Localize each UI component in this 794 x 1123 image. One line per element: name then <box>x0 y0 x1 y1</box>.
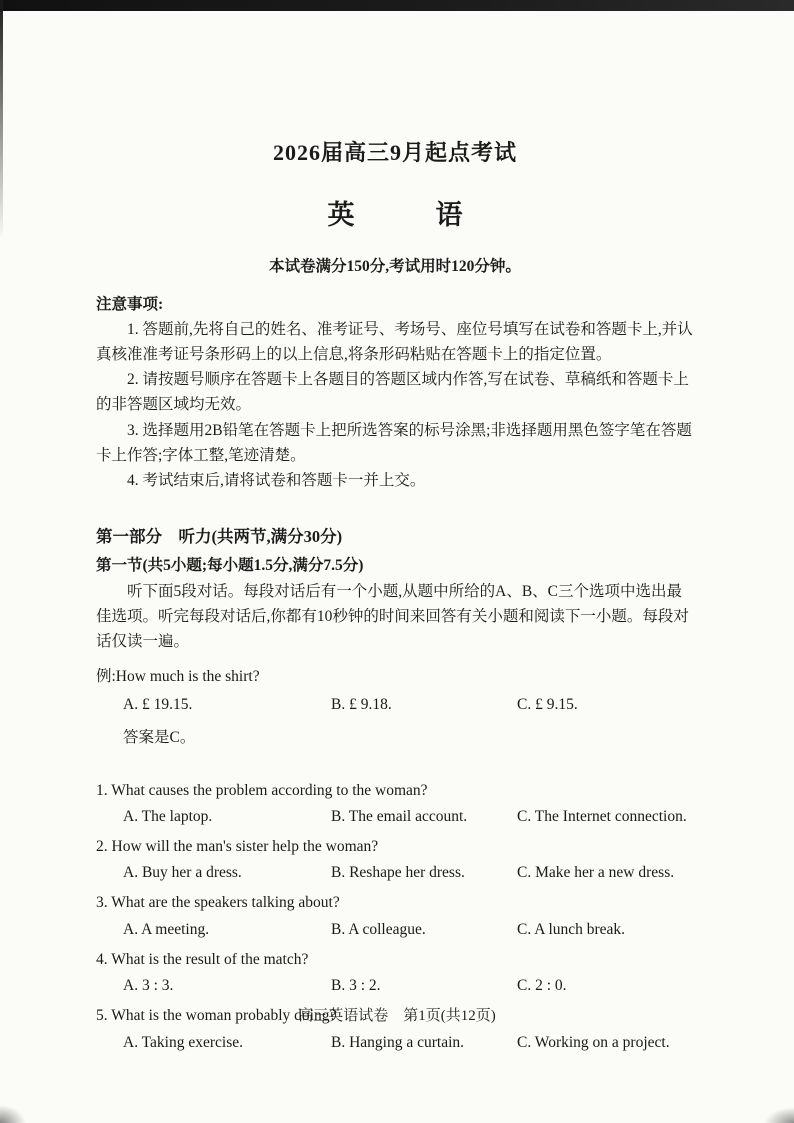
exam-subject: 英 语 <box>327 200 463 230</box>
notice-section <box>96 292 694 493</box>
question-1-text: 1. What causes the problem according to the woman? <box>96 781 428 799</box>
question-5-option-c: C. Working on a project. <box>517 1033 670 1051</box>
exam-subtitle: 本试卷满分150分,考试用时120分钟。 <box>269 258 521 275</box>
question-4 <box>96 946 694 999</box>
question-1-options <box>96 804 694 830</box>
notice-item-3: 3. 选择题用2B铅笔在答题卡上把所选答案的标号涂黑;非选择题用黑色签字笔在答题卡上作答;字体工整,笔迹清楚。 <box>96 421 692 464</box>
question-4-option-b: B. 3 : 2. <box>331 977 381 995</box>
question-3-option-b: B. A colleague. <box>331 920 426 938</box>
example-option-c: C. £ 9.15. <box>517 696 578 714</box>
question-2-option-c: C. Make her a new dress. <box>517 864 675 882</box>
example-question: 例:How much is the shirt? <box>96 668 260 686</box>
question-1-option-b: B. The email account. <box>331 807 468 825</box>
question-3-options <box>96 917 694 943</box>
question-2-options <box>96 860 694 886</box>
question-5-option-a: A. Taking exercise. <box>123 1033 244 1051</box>
question-4-text: 4. What is the result of the match? <box>96 950 309 968</box>
example-option-b: B. £ 9.18. <box>331 696 392 714</box>
page-footer: 高三英语试卷 第1页(共12页) <box>298 1008 496 1024</box>
example-options <box>96 692 694 718</box>
question-1 <box>96 777 694 830</box>
part1-section1-heading: 第一节(共5小题;每小题1.5分,满分7.5分) <box>96 556 364 574</box>
question-2-option-a: A. Buy her a dress. <box>123 864 242 882</box>
example-answer: 答案是C。 <box>123 728 196 746</box>
question-3-option-a: A. A meeting. <box>123 920 210 938</box>
question-5-text: 5. What is the woman probably doing? <box>96 1007 337 1025</box>
question-3-option-c: C. A lunch break. <box>517 920 626 938</box>
question-4-option-c: C. 2 : 0. <box>517 977 567 995</box>
question-4-option-a: A. 3 : 3. <box>123 977 174 995</box>
question-2 <box>96 833 694 886</box>
example-option-a: A. £ 19.15. <box>123 696 193 714</box>
question-1-option-c: C. The Internet connection. <box>517 807 687 825</box>
question-1-option-a: A. The laptop. <box>123 807 213 825</box>
question-2-option-b: B. Reshape her dress. <box>331 864 465 882</box>
question-5-option-b: B. Hanging a curtain. <box>331 1033 465 1051</box>
question-5-options <box>96 1030 694 1056</box>
part1-heading: 第一部分 听力(共两节,满分30分) <box>96 526 343 546</box>
notice-label: 注意事项: <box>96 296 164 313</box>
notice-item-1: 1. 答题前,先将自己的姓名、准考证号、考场号、座位号填写在试卷和答题卡上,并认真核准准考证号条形码上的以上信息,将条形码粘贴在答题卡上的指定位置。 <box>96 321 693 364</box>
question-2-text: 2. How will the man's sister help the woman? <box>96 838 379 856</box>
question-3 <box>96 889 694 942</box>
part1-instructions: 听下面5段对话。每段对话后有一个小题,从题中所给的A、B、C三个选项中选出最佳选项。听完每段对话后,你都有10秒钟的时间来回答有关小题和阅读下一小题。每段对话仅读一遍。 <box>96 582 689 651</box>
question-3-text: 3. What are the speakers talking about? <box>96 894 340 912</box>
notice-item-2: 2. 请按题号顺序在答题卡上各题目的答题区域内作答,写在试卷、草稿纸和答题卡上的非答题区域均无效。 <box>96 371 689 414</box>
exam-title: 2026届高三9月起点考试 <box>272 140 517 165</box>
notice-item-4: 4. 考试结束后,请将试卷和答题卡一并上交。 <box>127 471 426 489</box>
question-4-options <box>96 973 694 999</box>
